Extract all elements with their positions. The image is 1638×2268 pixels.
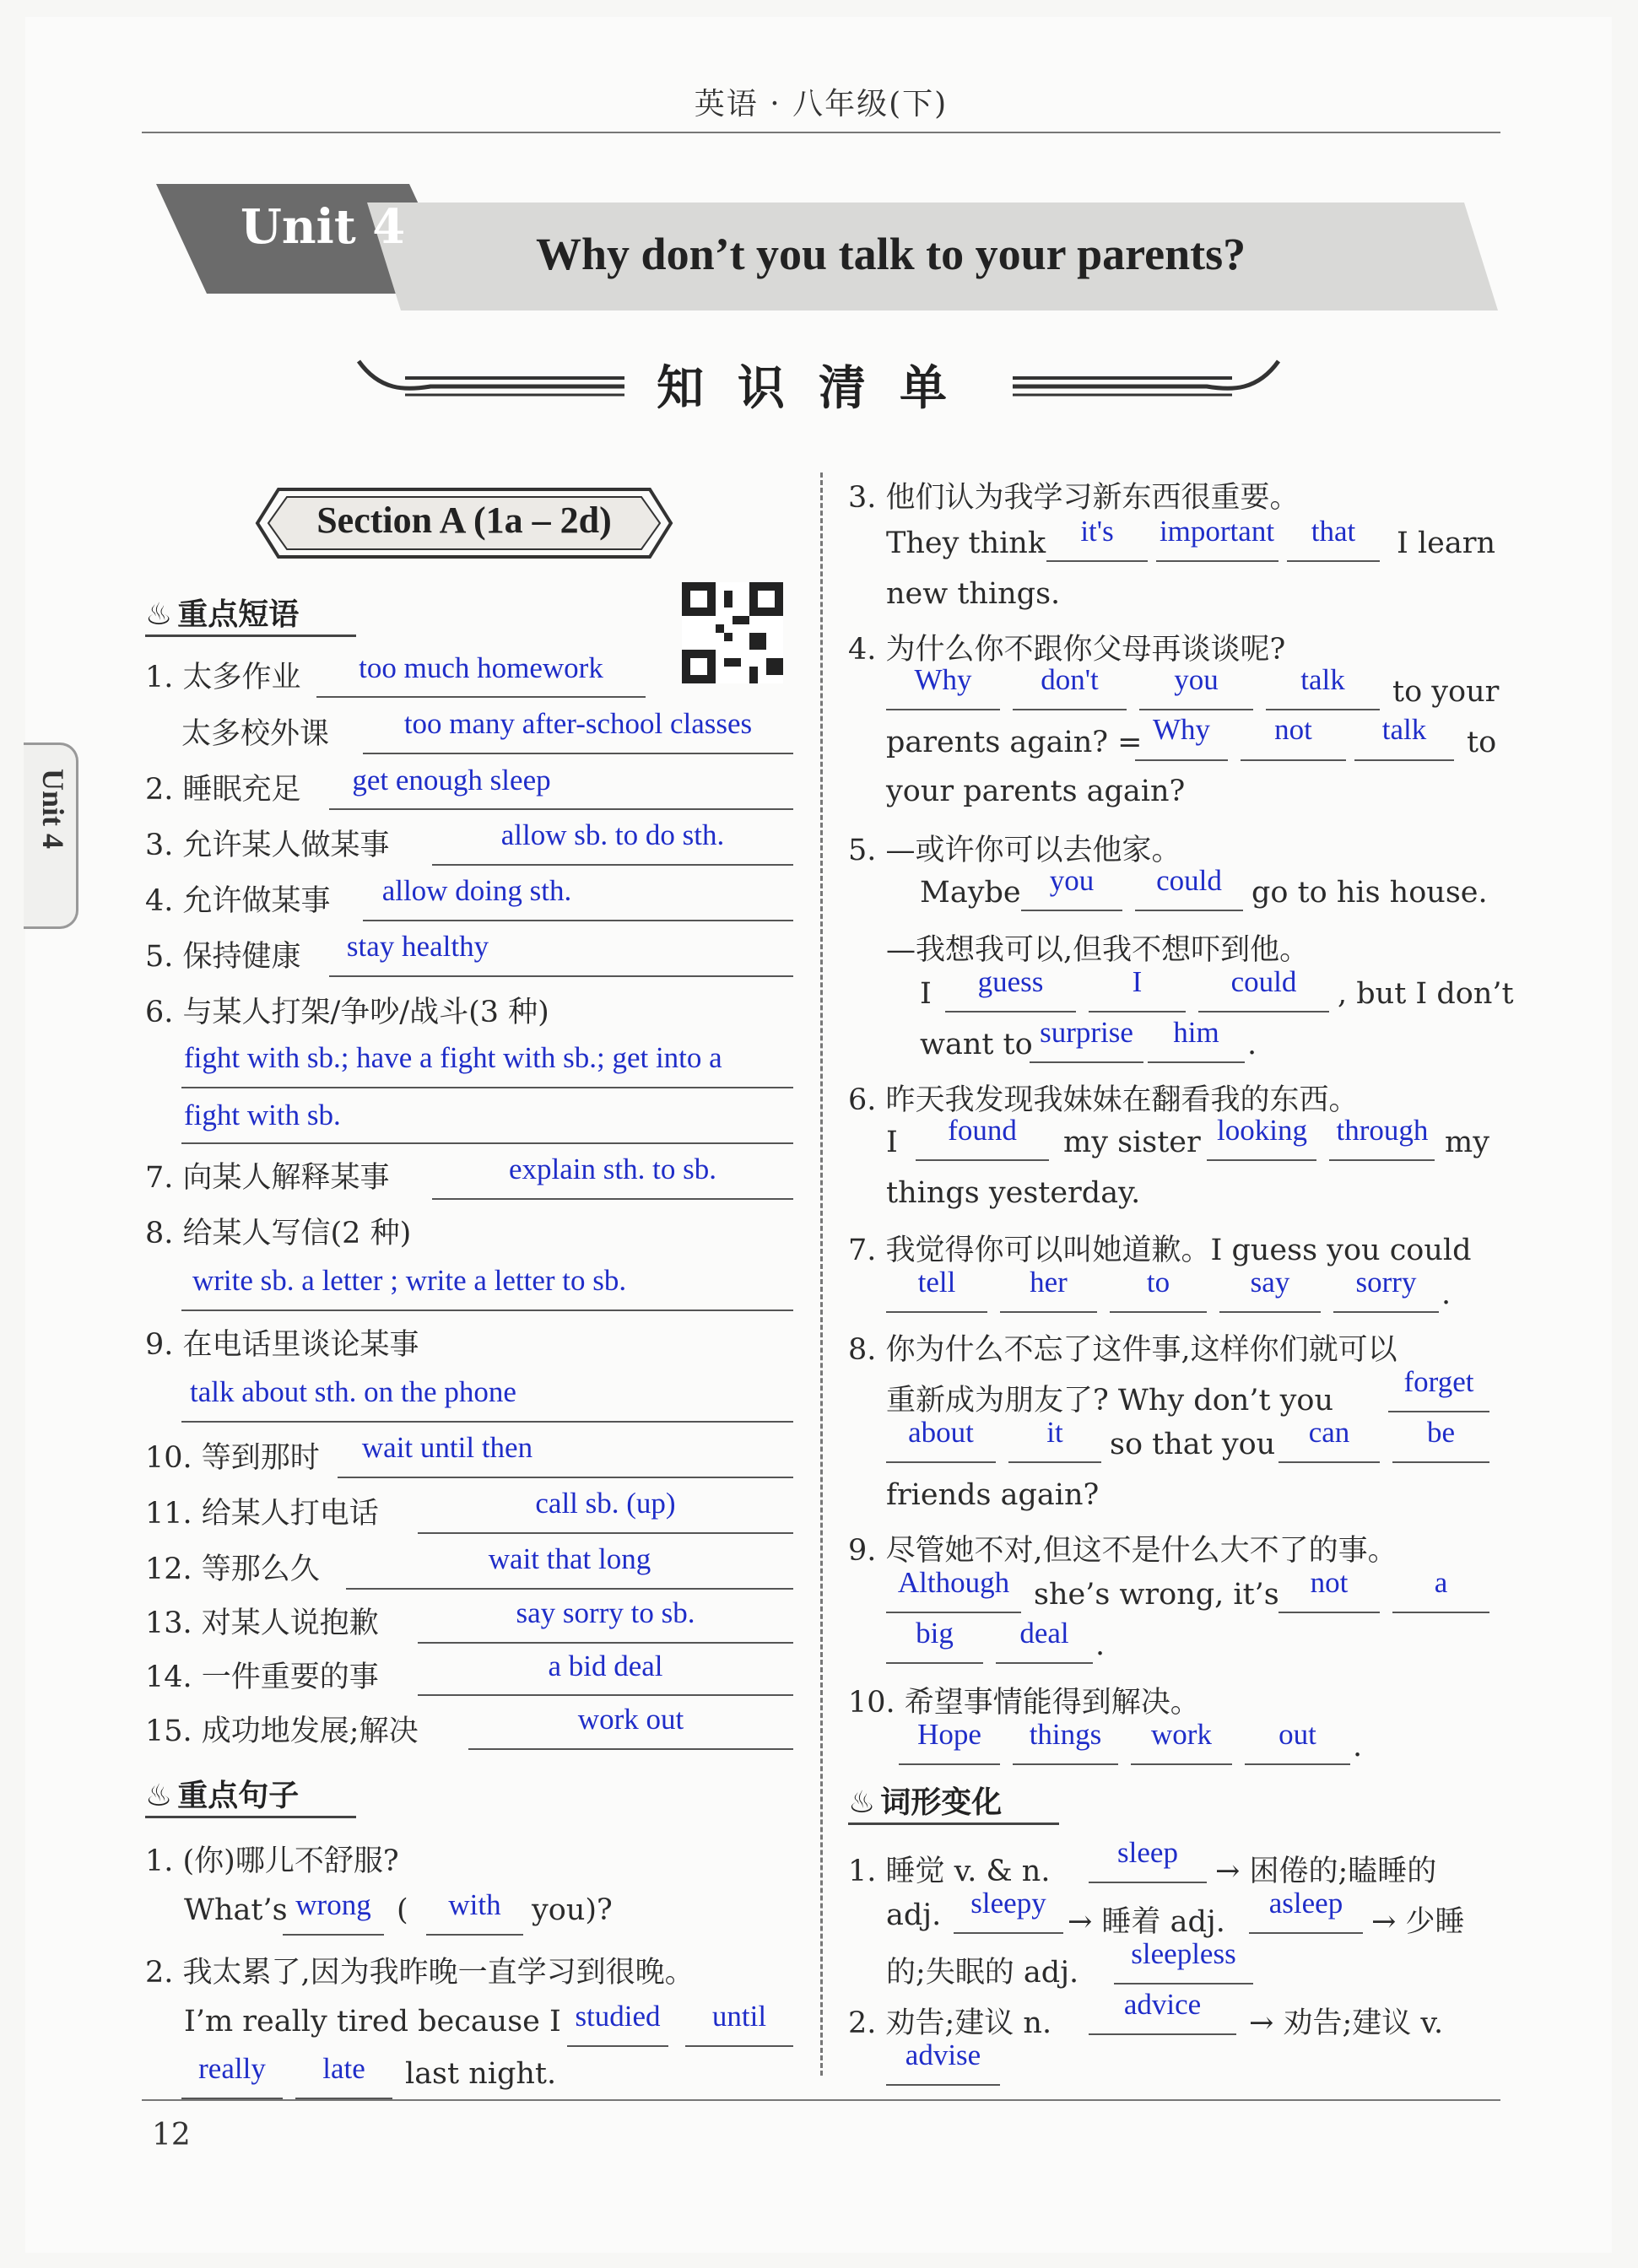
sentence-2-answer-2: until [711,2000,767,2033]
sentence-7-answer-2: her [1030,1266,1068,1299]
sentence-7-answer-4: say [1250,1266,1290,1299]
sentence-2-answer-3: really [198,2052,266,2085]
answer-line [1219,1311,1321,1313]
word-form-1-answer-2: sleepy [970,1887,1046,1920]
sentence-2-prompt: 2. 我太累了,因为我昨晚一直学习到很晚。 [145,1956,695,1990]
sentence-4-text: to your [1392,675,1500,709]
sentence-5-answer-6: surprise [1040,1016,1133,1049]
phrase-14-prompt: 14. 一件重要的事 [145,1660,379,1694]
phrase-10-prompt: 10. 等到那时 [145,1441,320,1475]
phrase-2-prompt: 2. 睡眠充足 [145,773,301,807]
word-forms-heading-text: 词形变化 [880,1785,1003,1820]
sentence-9-answer-3: a [1434,1566,1448,1599]
answer-line [181,1421,793,1423]
sentence-1-text: you)? [532,1893,613,1927]
sentence-8-answer-2: about [908,1416,974,1449]
word-form-1-text: → 困倦的;瞌睡的 [1215,1855,1437,1888]
sentence-4-answer-2: don't [1041,663,1099,696]
section-heading [354,344,1283,416]
phrase-8-prompt: 8. 给某人写信(2 种) [145,1217,412,1250]
phrases-heading [145,591,299,634]
phrase-15-answer: work out [577,1703,684,1736]
sentence-4-answer-6: not [1274,713,1312,746]
answer-line [886,1311,987,1313]
answer-line [1329,1159,1435,1161]
answer-line [886,2084,1000,2086]
answer-line [316,696,646,698]
heading-underline [145,1816,356,1818]
answer-line [181,1310,793,1311]
answer-line [1110,1311,1207,1313]
sentence-8-answer-3: it [1046,1416,1063,1449]
sentence-9-answer-4: big [916,1617,954,1650]
sentence-3-text: They think [886,526,1046,560]
unit-label: Unit 4 [241,199,406,255]
phrase-4-answer: allow doing sth. [381,874,572,907]
answer-line [1030,1061,1143,1063]
answer-line [338,1477,793,1478]
sentence-6-text: my [1445,1126,1489,1159]
sentence-8-text: so that you [1110,1428,1276,1461]
sentence-6-text: my sister [1063,1126,1201,1159]
steam-icon: ♨ [145,1779,173,1813]
sentence-10-answer-1: Hope [917,1718,981,1751]
sentence-7-prompt: 7. 我觉得你可以叫她道歉。I guess you could [848,1234,1472,1267]
answer-line [1013,709,1127,710]
answer-line [432,864,793,866]
phrase-13-prompt: 13. 对某人说抱歉 [145,1606,379,1640]
sentence-10-answer-3: work [1151,1718,1212,1751]
sentence-8-answer-5: be [1426,1416,1456,1449]
answer-line [1392,1612,1489,1613]
running-header: 英语 · 八年级(下) [694,87,949,122]
answer-line [1245,1763,1350,1765]
sentence-8-text: 重新成为朋友了? Why don’t you [886,1384,1334,1418]
sentence-9-answer-5: deal [1019,1617,1069,1650]
answer-line [1392,1461,1489,1463]
sentence-4-text: your parents again? [886,775,1186,808]
sentence-7-answer-3: to [1146,1266,1170,1299]
sentence-8-answer-1: forget [1403,1365,1474,1398]
answer-line [899,1763,1000,1765]
sentence-4-answer-5: Why [1152,713,1211,746]
sentence-8-text: friends again? [886,1478,1100,1512]
word-form-1-text: → 睡着 adj. [1068,1905,1225,1939]
sentence-1-answer-2: with [448,1888,501,1921]
sentence-3-text: I learn [1397,526,1495,560]
sentence-6-answer-3: through [1336,1114,1429,1147]
answer-line [886,1461,996,1463]
section-a-title: Section A (1a – 2d) [316,500,612,541]
answer-line [181,1142,793,1144]
word-form-1-answer-4: sleepless [1131,1937,1236,1970]
sentence-2-answer-4: late [322,2052,365,2085]
word-form-1-answer-1: sleep [1117,1836,1178,1869]
phrase-12-answer: wait that long [488,1542,651,1575]
sentence-2-answer-1: studied [575,2000,661,2033]
sentence-5-answer-1: you [1049,864,1095,897]
answer-line [1139,709,1253,710]
answer-line [432,1198,793,1200]
sentence-5-answer-5: could [1230,965,1297,998]
phrase-3-answer: allow sb. to do sth. [500,818,725,851]
sentence-5-text: want to [920,1028,1033,1061]
sentence-6-text: I [886,1126,898,1159]
sentences-heading-text: 重点句子 [177,1778,300,1813]
answer-line [1008,1461,1101,1463]
sentence-8-answer-4: can [1308,1416,1350,1449]
phrase-3-prompt: 3. 允许某人做某事 [145,829,390,862]
answer-line [1013,1763,1118,1765]
sentence-4-answer-1: Why [914,663,972,696]
answer-line [1021,910,1122,911]
answer-line [996,1662,1093,1664]
sentence-10-text: . [1353,1730,1363,1763]
section-a-badge [253,485,675,561]
sentence-5-text: . [1247,1028,1257,1061]
sentence-5-text: , but I don’t [1338,977,1514,1011]
answer-line [945,1011,1076,1012]
word-form-2-answer-2: advise [905,2038,981,2071]
sentence-6-answer-2: looking [1217,1114,1307,1147]
sentence-5-answer-3: guess [977,965,1044,998]
answer-line [1333,1311,1439,1313]
answer-line [1148,1061,1245,1063]
answer-line [181,1087,793,1088]
sentence-5-prompt: 5. —或许你可以去他家。 [848,834,1181,867]
phrase-11-answer: call sb. (up) [535,1487,676,1520]
sentence-5-text: go to his house. [1251,876,1488,910]
phrase-1a-answer: too much homework [359,651,603,684]
phrase-4-prompt: 4. 允许做某事 [145,884,331,918]
section-heading-text: 知识清单 [657,360,981,416]
answer-line [418,1532,793,1534]
answer-line [418,1642,793,1644]
column-divider [820,472,823,2076]
sentence-7-answer-5: sorry [1355,1266,1417,1299]
word-form-2-text: → 劝告;建议 v. [1249,2006,1444,2040]
phrase-6-answer-2: fight with sb. [184,1099,341,1131]
answer-line [1241,759,1346,761]
sentence-5-text: —我想我可以,但我不想吓到他。 [886,933,1310,967]
sentence-7-text: . [1441,1277,1451,1311]
answer-line [1207,1159,1316,1161]
sentence-9-answer-1: Although [897,1566,1010,1599]
sentence-2-text: last night. [405,2057,557,2091]
answer-line [426,1934,523,1936]
answer-line [1198,1011,1329,1012]
sentence-3-answer-3: that [1311,515,1356,548]
sentence-9-prompt: 9. 尽管她不对,但这不是什么大不了的事。 [848,1534,1397,1568]
word-form-1-answer-3: asleep [1268,1887,1343,1920]
sentence-5-answer-2: could [1156,864,1222,897]
steam-icon: ♨ [145,597,173,632]
phrase-6-answer-1: fight with sb.; have a fight with sb.; get into a [184,1041,722,1074]
answer-line [283,1934,384,1936]
answer-line [567,2045,668,2047]
sentence-5-text: I [920,977,932,1011]
phrase-14-answer: a bid deal [548,1650,663,1682]
sentence-4-answer-3: you [1174,663,1219,696]
phrase-11-prompt: 11. 给某人打电话 [145,1497,379,1531]
phrase-1b-answer: too many after-school classes [403,707,753,740]
page-number: 12 [152,2118,191,2152]
word-form-1-text: 的;失眠的 adj. [886,1956,1079,1990]
phrase-2-answer: get enough sleep [352,764,551,796]
answer-line [346,1588,793,1590]
phrase-10-answer: wait until then [361,1431,533,1464]
phrase-5-prompt: 5. 保持健康 [145,940,301,974]
answer-line [1279,1612,1380,1613]
phrase-1b-prompt: 太多校外课 [181,717,330,751]
sentence-4-answer-7: talk [1381,713,1427,746]
sentence-6-answer-1: found [948,1114,1017,1147]
sentence-10-answer-2: things [1029,1718,1102,1751]
sentence-4-text: to [1467,726,1497,759]
answer-line [1249,1932,1363,1934]
sentence-6-text: things yesterday. [886,1176,1141,1210]
sentence-6-prompt: 6. 昨天我发现我妹妹在翻看我的东西。 [848,1083,1359,1117]
sentence-8-prompt: 8. 你为什么不忘了这件事,这样你们就可以 [848,1333,1397,1367]
phrase-6-prompt: 6. 与某人打架/争吵/战斗(3 种) [145,996,549,1029]
word-form-1-text: → 少睡 [1371,1905,1465,1939]
sentence-3-text: new things. [886,577,1061,611]
unit-title: Why don’t you talk to your parents? [536,229,1246,279]
sentence-4-prompt: 4. 为什么你不跟你父母再谈谈呢? [848,633,1286,667]
answer-line [418,1694,793,1696]
phrase-7-answer: explain sth. to sb. [509,1153,716,1185]
answer-line [1279,1461,1380,1463]
word-form-1-text: 1. 睡觉 v. & n. [848,1855,1051,1888]
unit-side-tab [24,742,78,929]
sentence-1-prompt: 1. (你)哪儿不舒服? [145,1844,399,1878]
answer-line [1287,560,1380,562]
answer-line [886,709,1000,710]
answer-line [1135,759,1228,761]
word-form-1-text: adj. [886,1898,942,1932]
answer-line [329,975,793,977]
answer-line [329,808,793,810]
answer-line [886,1662,983,1664]
answer-line [1388,1411,1489,1412]
phrases-heading-text: 重点短语 [177,597,300,632]
unit-banner [156,184,1498,310]
answer-line [1089,1011,1186,1012]
answer-line [1089,2033,1236,2035]
sentence-10-answer-4: out [1279,1718,1316,1751]
phrase-7-prompt: 7. 向某人解释某事 [145,1161,390,1195]
phrase-15-prompt: 15. 成功地发展;解决 [145,1714,419,1748]
answer-line [1114,1983,1253,1984]
sentence-9-text: she’s wrong, it’s [1034,1578,1279,1612]
phrase-13-answer: say sorry to sb. [516,1596,695,1629]
answer-line [916,1159,1049,1161]
sentence-2-text: I’m really tired because I [184,2005,561,2038]
answer-line [363,753,793,754]
word-form-2-text: 2. 劝告;建议 n. [848,2006,1052,2040]
sentence-1-text: ( [397,1893,408,1927]
sentence-3-answer-2: important [1159,515,1275,548]
answer-line [1131,1763,1232,1765]
phrase-5-answer: stay healthy [346,930,489,963]
sentence-5-answer-7: him [1173,1016,1219,1049]
answer-line [1046,560,1148,562]
sentence-5-answer-4: I [1132,965,1143,998]
answer-line [685,2045,793,2047]
answer-line [1156,560,1279,562]
answer-line [1266,709,1380,710]
sentence-9-text: . [1095,1628,1106,1662]
answer-line [363,920,793,921]
sentence-3-answer-1: it's [1080,515,1114,548]
heading-underline [145,634,356,637]
answer-line [1089,1882,1207,1883]
phrase-8-answer: write sb. a letter ; write a letter to sb. [192,1264,627,1297]
word-form-2-answer-1: advice [1123,1988,1202,2021]
phrase-9-prompt: 9. 在电话里谈论某事 [145,1328,419,1362]
phrase-12-prompt: 12. 等那么久 [145,1552,320,1586]
sentences-heading [145,1772,299,1815]
phrase-9-answer: talk about sth. on the phone [190,1375,516,1408]
footer-rule [142,2099,1500,2101]
heading-underline [848,1822,1059,1825]
header-rule [142,132,1500,133]
sentence-9-answer-2: not [1310,1566,1349,1599]
answer-line [1354,759,1454,761]
phrase-1a-prompt: 1. 太多作业 [145,661,301,694]
sentence-7-answer-1: tell [917,1266,956,1299]
word-forms-heading [848,1779,1002,1822]
sentence-3-prompt: 3. 他们认为我学习新东西很重要。 [848,481,1300,515]
steam-icon: ♨ [848,1785,876,1820]
sentence-1-answer-1: wrong [295,1888,371,1921]
side-tab-label: Unit 4 [36,769,70,850]
sentence-5-text: Maybe [920,876,1021,910]
sentence-4-text: parents again? = [886,726,1143,759]
answer-line [886,1612,1021,1613]
sentence-10-prompt: 10. 希望事情能得到解决。 [848,1686,1200,1720]
sentence-4-answer-4: talk [1300,663,1345,696]
answer-line [1000,1311,1097,1313]
sentence-1-text: What’s [184,1893,288,1927]
answer-line [954,1932,1063,1934]
qr-code-icon[interactable] [682,582,783,683]
answer-line [468,1748,793,1750]
answer-line [1135,910,1243,911]
